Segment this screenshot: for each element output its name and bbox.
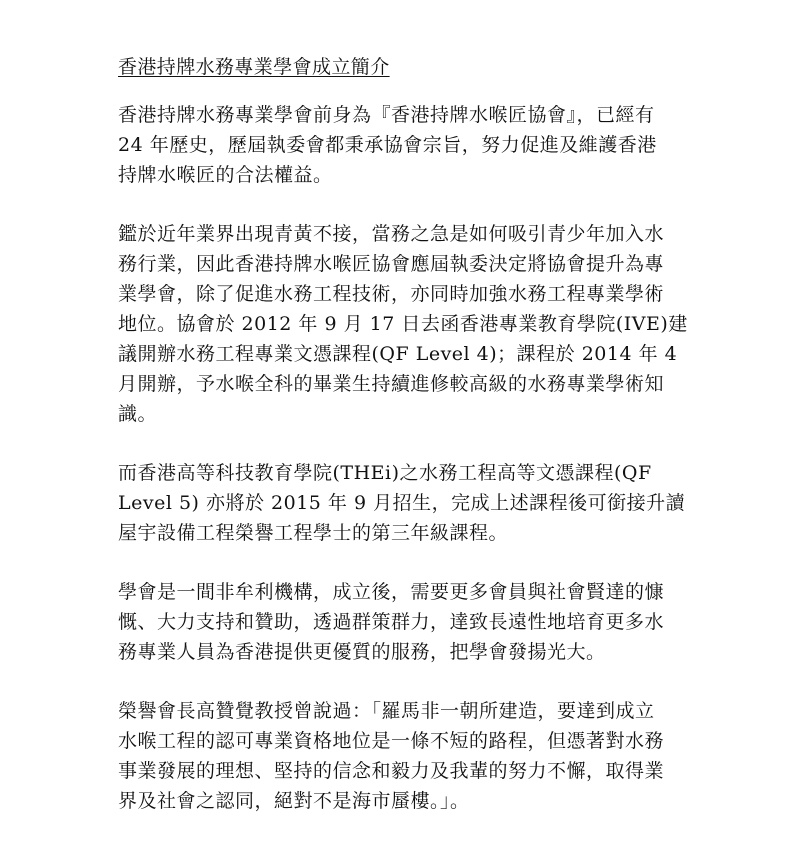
paragraph-upgrade bbox=[118, 219, 718, 429]
paragraph-quote bbox=[118, 696, 718, 816]
paragraph-line: 業學會，除了促進水務工程技術，亦同時加強水務工程專業學術 bbox=[118, 283, 665, 305]
paragraph-line: 地位。協會於 2012 年 9 月 17 日去函香港專業教育學院(IVE)建 bbox=[118, 313, 688, 335]
paragraph-thei-course bbox=[118, 458, 718, 548]
paragraph-line: 榮譽會長高贊覺教授曾說過：「羅馬非一朝所建造，要達到成立 bbox=[118, 700, 655, 722]
paragraph-line: Level 5) 亦將於 2015 年 9 月招生，完成上述課程後可銜接升讀 bbox=[118, 492, 686, 514]
document-title: 香港持牌水務專業學會成立簡介 bbox=[118, 56, 390, 78]
paragraph-line: 學會是一間非牟利機構，成立後，需要更多會員與社會賢達的慷 bbox=[118, 581, 665, 603]
paragraph-history bbox=[118, 100, 718, 190]
paragraph-line: 務專業人員為香港提供更優質的服務，把學會發揚光大。 bbox=[118, 641, 606, 663]
paragraph-line: 而香港高等科技教育學院(THEi)之水務工程高等文憑課程(QF bbox=[118, 462, 652, 484]
paragraph-line: 界及社會之認同，絕對不是海市蜃樓。」。 bbox=[118, 790, 470, 812]
paragraph-line: 務行業，因此香港持牌水喉匠協會應屆執委決定將協會提升為專 bbox=[118, 253, 665, 275]
paragraph-line: 屋宇設備工程榮譽工程學士的第三年級課程。 bbox=[118, 522, 509, 544]
paragraph-line: 月開辦，予水喉全科的畢業生持續進修較高級的水務專業學術知 bbox=[118, 373, 665, 395]
paragraph-line: 鑑於近年業界出現青黃不接，當務之急是如何吸引青少年加入水 bbox=[118, 223, 665, 245]
paragraph-line: 識。 bbox=[118, 403, 158, 425]
paragraph-line: 24 年歷史，歷屆執委會都秉承協會宗旨，努力促進及維護香港 bbox=[118, 134, 657, 156]
paragraph-line: 持牌水喉匠的合法權益。 bbox=[118, 164, 333, 186]
paragraph-line: 議開辦水務工程專業文憑課程(QF Level 4)；課程於 2014 年 4 bbox=[118, 343, 678, 365]
paragraph-line: 事業發展的理想、堅持的信念和毅力及我輩的努力不懈，取得業 bbox=[118, 760, 665, 782]
paragraph-line: 香港持牌水務專業學會前身為『香港持牌水喉匠協會』，已經有 bbox=[118, 104, 655, 126]
paragraph-line: 水喉工程的認可專業資格地位是一條不短的路程，但憑著對水務 bbox=[118, 730, 665, 752]
paragraph-nonprofit bbox=[118, 577, 718, 667]
document-page bbox=[118, 54, 718, 845]
paragraph-line: 慨、大力支持和贊助，透過群策群力，達致長遠性地培育更多水 bbox=[118, 611, 665, 633]
